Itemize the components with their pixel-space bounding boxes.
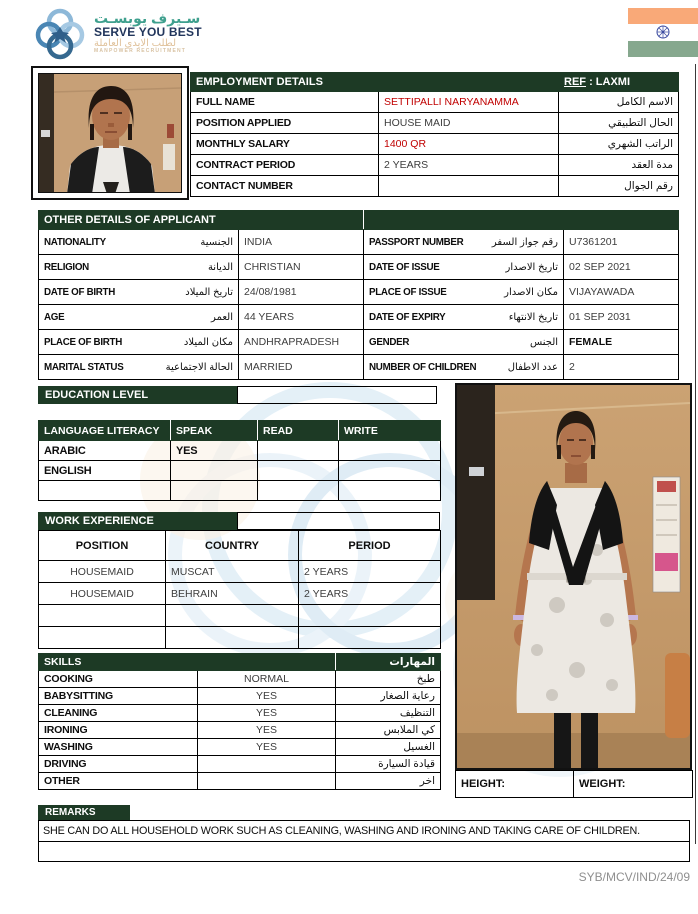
other-details-row: [39, 230, 679, 255]
field-value: 01 SEP 2031: [564, 305, 679, 330]
field-value: HOUSE MAID: [379, 113, 559, 134]
field-label-ar: الحالة الاجتماعية: [165, 361, 233, 373]
language-row: [39, 481, 441, 501]
skill-label: OTHER: [39, 773, 198, 790]
field-value: CHRISTIAN: [239, 255, 364, 280]
employment-row-contract: [191, 155, 679, 176]
skills-table: [38, 653, 441, 790]
agency-tagline-arabic: لطلب الايدي العاملة: [94, 37, 177, 49]
document-reference: SYB/MCV/IND/24/09: [578, 870, 690, 884]
employment-section-title: EMPLOYMENT DETAILS: [191, 73, 559, 92]
field-label: NUMBER OF CHILDREN: [369, 361, 477, 373]
column-header: COUNTRY: [166, 531, 299, 561]
period-value: [299, 605, 441, 627]
field-label-ar: رقم الجوال: [559, 176, 679, 197]
field-label-ar: مكان الاصدار: [504, 286, 559, 298]
employment-row-position: [191, 113, 679, 134]
field-label-pair: [39, 330, 239, 355]
field-label-ar: الديانة: [207, 261, 233, 273]
field-label-ar: الحال التطبيقي: [559, 113, 679, 134]
field-label-pair: [364, 280, 564, 305]
skill-label-ar: كي الملابس: [336, 722, 441, 739]
field-label: PLACE OF ISSUE: [369, 286, 447, 298]
employment-details-table: [190, 72, 679, 197]
experience-row: [39, 561, 441, 583]
country-value: [166, 605, 299, 627]
skill-label-ar: رعاية الصغار: [336, 688, 441, 705]
field-label-pair: [364, 255, 564, 280]
field-label: POSITION APPLIED: [191, 113, 379, 134]
language-row: [39, 441, 441, 461]
country-value: [166, 627, 299, 649]
column-header: WRITE: [339, 421, 441, 441]
page-edge-line: [695, 64, 696, 844]
weight-label: WEIGHT:: [579, 778, 626, 790]
language-name: [39, 481, 171, 501]
ref-label: REF: [564, 76, 587, 88]
employment-row-salary: [191, 134, 679, 155]
field-value: 2: [564, 355, 679, 380]
skill-label: BABYSITTING: [39, 688, 198, 705]
field-label-ar: تاريخ الانتهاء: [508, 311, 559, 323]
field-label-pair: [364, 230, 564, 255]
applicant-portrait-frame: [31, 66, 189, 200]
field-label-pair: [39, 280, 239, 305]
column-header: SPEAK: [171, 421, 258, 441]
skill-row: [39, 722, 441, 739]
skill-row: [39, 756, 441, 773]
field-label: CONTACT NUMBER: [191, 176, 379, 197]
speak-value: [171, 461, 258, 481]
field-label-ar: مكان الميلاد: [183, 336, 233, 348]
field-label-ar: الراتب الشهري: [559, 134, 679, 155]
column-header: LANGUAGE LITERACY: [39, 421, 171, 441]
skill-value: YES: [198, 705, 336, 722]
column-header: PERIOD: [299, 531, 441, 561]
write-value: [339, 461, 441, 481]
skill-label-ar: طبخ: [336, 671, 441, 688]
skill-value: YES: [198, 739, 336, 756]
field-value: 44 YEARS: [239, 305, 364, 330]
experience-row: [39, 583, 441, 605]
skill-value: NORMAL: [198, 671, 336, 688]
work-experience-section-title: WORK EXPERIENCE: [38, 512, 237, 530]
position-value: [39, 605, 166, 627]
skills-section-title-ar: المهارات: [336, 654, 441, 671]
remarks-text: SHE CAN DO ALL HOUSEHOLD WORK SUCH AS CLEANING, WASHING AND IRONING AND TAKING CARE OF CHILDREN.: [43, 825, 640, 837]
column-header: POSITION: [39, 531, 166, 561]
field-label-ar: تاريخ الميلاد: [185, 286, 233, 298]
education-section-title: EDUCATION LEVEL: [38, 386, 237, 404]
field-value: 2 YEARS: [379, 155, 559, 176]
language-row: [39, 461, 441, 481]
field-value: INDIA: [239, 230, 364, 255]
skill-label: IRONING: [39, 722, 198, 739]
skill-label: CLEANING: [39, 705, 198, 722]
skills-header-row: [39, 654, 441, 671]
field-label-pair: [39, 255, 239, 280]
field-label: PLACE OF BIRTH: [44, 336, 122, 348]
height-weight-table: [455, 770, 693, 798]
experience-row: [39, 605, 441, 627]
read-value: [258, 481, 339, 501]
field-value: ANDHRAPRADESH: [239, 330, 364, 355]
field-label-ar: الجنس: [529, 336, 559, 348]
other-details-row: [39, 255, 679, 280]
field-label: AGE: [44, 311, 65, 323]
language-name: ENGLISH: [39, 461, 171, 481]
position-value: HOUSEMAID: [39, 561, 166, 583]
field-label-ar: مدة العقد: [559, 155, 679, 176]
position-value: HOUSEMAID: [39, 583, 166, 605]
field-label-pair: [364, 330, 564, 355]
other-details-row: [39, 280, 679, 305]
skill-label: COOKING: [39, 671, 198, 688]
skill-row: [39, 773, 441, 790]
field-value: [379, 176, 559, 197]
field-label-ar: الاسم الكامل: [559, 92, 679, 113]
field-value: 24/08/1981: [239, 280, 364, 305]
field-label-ar: عدد الاطفال: [507, 361, 559, 373]
applicant-full-photo: [455, 383, 692, 770]
field-value: SETTIPALLI NARYANAMMA: [379, 92, 559, 113]
write-value: [339, 441, 441, 461]
education-value-cell: [237, 386, 437, 404]
other-details-row: [39, 305, 679, 330]
work-experience-header-spacer: [237, 512, 440, 530]
field-label-ar: الجنسية: [200, 236, 233, 248]
field-label: DATE OF BIRTH: [44, 286, 116, 298]
field-label: NATIONALITY: [44, 236, 106, 248]
agency-tagline: MANPOWER RECRUITMENT: [94, 48, 187, 55]
other-details-row: [39, 330, 679, 355]
period-value: 2 YEARS: [299, 583, 441, 605]
field-label-ar: رقم جواز السفر: [491, 236, 559, 248]
speak-value: [171, 481, 258, 501]
field-label: DATE OF ISSUE: [369, 261, 440, 273]
skill-value: [198, 756, 336, 773]
skill-label-ar: اخر: [336, 773, 441, 790]
agency-name: SERVE YOU BEST: [94, 25, 202, 40]
write-value: [339, 481, 441, 501]
ashoka-chakra-icon: [656, 25, 671, 40]
field-label-pair: [364, 355, 564, 380]
remarks-section-title: REMARKS: [38, 805, 130, 820]
agency-name-arabic: سـيرف يوبسـت: [94, 10, 201, 27]
period-value: 2 YEARS: [299, 561, 441, 583]
agency-logo: [33, 6, 202, 60]
height-cell: [456, 771, 574, 798]
field-value: FEMALE: [564, 330, 679, 355]
field-label-pair: [39, 305, 239, 330]
remarks-text-cell: [38, 820, 690, 842]
field-value: 1400 QR: [379, 134, 559, 155]
skill-row: [39, 705, 441, 722]
employment-header-row: [191, 73, 679, 92]
other-details-section-title: OTHER DETAILS OF APPLICANT: [39, 211, 364, 230]
remarks-empty-cell: [38, 841, 690, 862]
position-value: [39, 627, 166, 649]
skill-label-ar: التنظيف: [336, 705, 441, 722]
skill-value: YES: [198, 722, 336, 739]
period-value: [299, 627, 441, 649]
employment-ref: [559, 73, 679, 92]
read-value: [258, 441, 339, 461]
field-value: VIJAYAWADA: [564, 280, 679, 305]
weight-cell: [574, 771, 693, 798]
read-value: [258, 461, 339, 481]
skill-label: WASHING: [39, 739, 198, 756]
field-label: GENDER: [369, 336, 410, 348]
field-label: RELIGION: [44, 261, 89, 273]
field-label-pair: [39, 355, 239, 380]
skill-value: [198, 773, 336, 790]
other-details-row: [39, 355, 679, 380]
field-label-pair: [39, 230, 239, 255]
field-label-ar: تاريخ الاصدار: [505, 261, 559, 273]
language-name: ARABIC: [39, 441, 171, 461]
field-label: MONTHLY SALARY: [191, 134, 379, 155]
india-flag-icon: [628, 8, 698, 57]
field-label: MARITAL STATUS: [44, 361, 124, 373]
skill-label: DRIVING: [39, 756, 198, 773]
field-value: MARRIED: [239, 355, 364, 380]
country-value: MUSCAT: [166, 561, 299, 583]
height-weight-row: [456, 771, 693, 798]
work-experience-table: [38, 530, 441, 649]
other-details-header-spacer: [364, 211, 679, 230]
speak-value: YES: [171, 441, 258, 461]
language-literacy-table: [38, 420, 441, 501]
employment-row-contact: [191, 176, 679, 197]
field-value: U7361201: [564, 230, 679, 255]
skills-section-title: SKILLS: [39, 654, 336, 671]
field-value: 02 SEP 2021: [564, 255, 679, 280]
experience-row: [39, 627, 441, 649]
skill-row: [39, 739, 441, 756]
skill-value: YES: [198, 688, 336, 705]
field-label: DATE OF EXPIRY: [369, 311, 446, 323]
country-value: BEHRAIN: [166, 583, 299, 605]
column-header: READ: [258, 421, 339, 441]
language-literacy-header-row: [39, 421, 441, 441]
field-label-ar: العمر: [211, 311, 233, 323]
field-label: CONTRACT PERIOD: [191, 155, 379, 176]
work-experience-header-row: [39, 531, 441, 561]
other-details-table: [38, 210, 679, 380]
field-label: PASSPORT NUMBER: [369, 236, 464, 248]
skill-label-ar: قيادة السيارة: [336, 756, 441, 773]
field-label: FULL NAME: [191, 92, 379, 113]
other-details-header-row: [39, 211, 679, 230]
applicant-portrait-photo: [38, 73, 182, 193]
field-label-pair: [364, 305, 564, 330]
ref-value: : LAXMI: [589, 76, 631, 88]
employment-row-full-name: [191, 92, 679, 113]
skill-row: [39, 671, 441, 688]
agency-logo-icon: [33, 6, 87, 60]
skill-label-ar: الغسيل: [336, 739, 441, 756]
skill-row: [39, 688, 441, 705]
height-label: HEIGHT:: [461, 778, 505, 790]
